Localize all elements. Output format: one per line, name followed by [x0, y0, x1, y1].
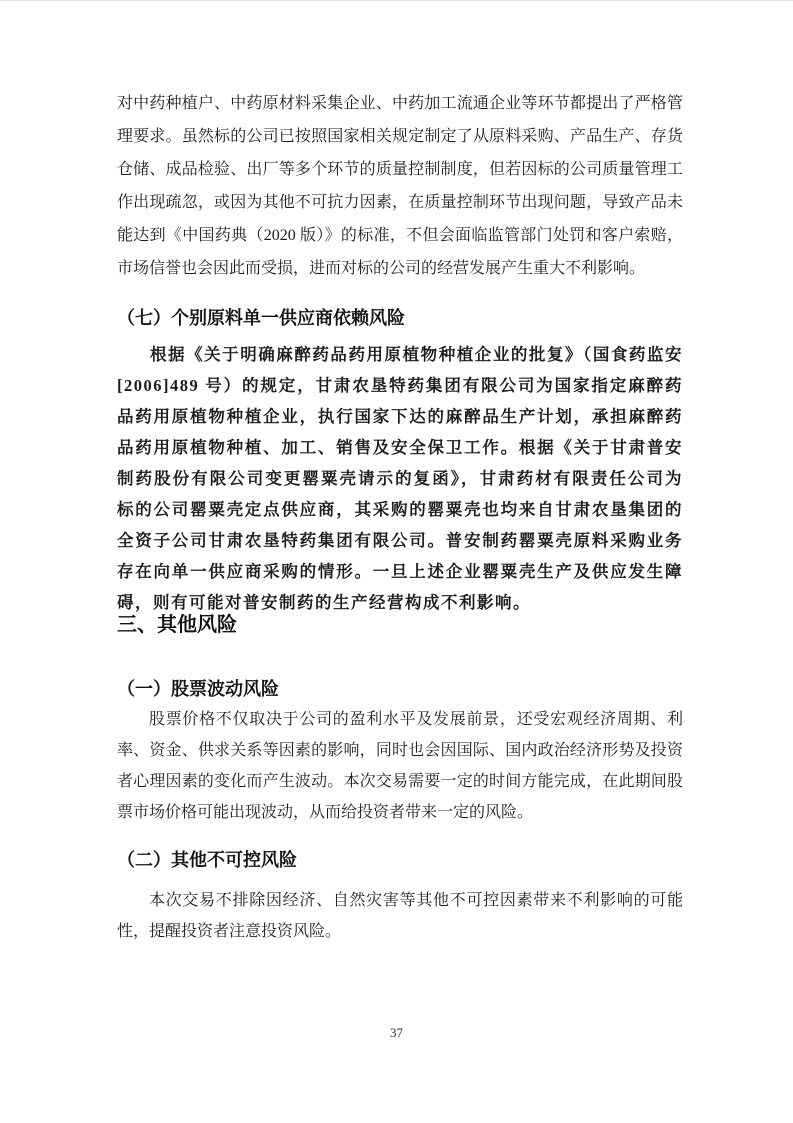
paragraph-quality-risk-continued: 对中药种植户、中药原材料采集企业、中药加工流通企业等环节都提出了严格管理要求。虽然标的公司已按照国家相关规定制定了从原料采购、产品生产、存货仓储、成品检验、出厂等多个环节的质量控制制度，但若因标的公司质量管理工作出现疏忽，或因为其他不可抗力因素，在质量控制环节出现问题，导致产品未能达到《中国药典（2020 版）》的标准，不但会面临监管部门处罚和客户索赔，市场信誉也会因此而受损，进而对标的公司的经营发展产生重大不利影响。 [117, 95, 683, 277]
heading-section-7-supplier-dependence-risk: （七）个别原料单一供应商依赖风险 [117, 308, 405, 328]
page-number: 37 [390, 1025, 403, 1040]
paragraph-supplier-dependence: 根据《关于明确麻醉药品药用原植物种植企业的批复》（国食药监安[2006]489 号）的规定，甘肃农垦特药集团有限公司为国家指定麻醉药品药用原植物种植企业，执行国家下达的麻醉品生产计划，承担麻醉药品药用原植物种植、加工、销售及安全保卫工作。根据《关于甘肃普安制药股份有限公司变更罂粟壳请示的复函》，甘肃药材有限责任公司为标的公司罂粟壳定点供应商，其采购的罂粟壳也均来自甘肃农垦集团的全资子公司甘肃农垦特药集团有限公司。普安制药罂粟壳原料采购业务存在向单一供应商采购的情形。一旦上述企业罂粟壳生产及供应发生障碍，则有可能对普安制药的生产经营构成不利影响。 [117, 345, 683, 612]
heading-subsection-1-stock-volatility-risk: （一）股票波动风险 [117, 679, 279, 699]
heading-subsection-2-uncontrollable-risk: （二）其他不可控风险 [117, 850, 297, 870]
paragraph-uncontrollable-risk: 本次交易不排除因经济、自然灾害等其他不可控因素带来不利影响的可能性，提醒投资者注意投资风险。 [117, 892, 683, 940]
paragraph-stock-volatility: 股票价格不仅取决于公司的盈利水平及发展前景，还受宏观经济周期、利率、资金、供求关系等因素的影响，同时也会因国际、国内政治经济形势及投资者心理因素的变化而产生波动。本次交易需要一定的时间方能完成，在此期间股票市场价格可能出现波动，从而给投资者带来一定的风险。 [117, 711, 683, 821]
heading-section-3-other-risks: 三、其他风险 [117, 614, 237, 636]
